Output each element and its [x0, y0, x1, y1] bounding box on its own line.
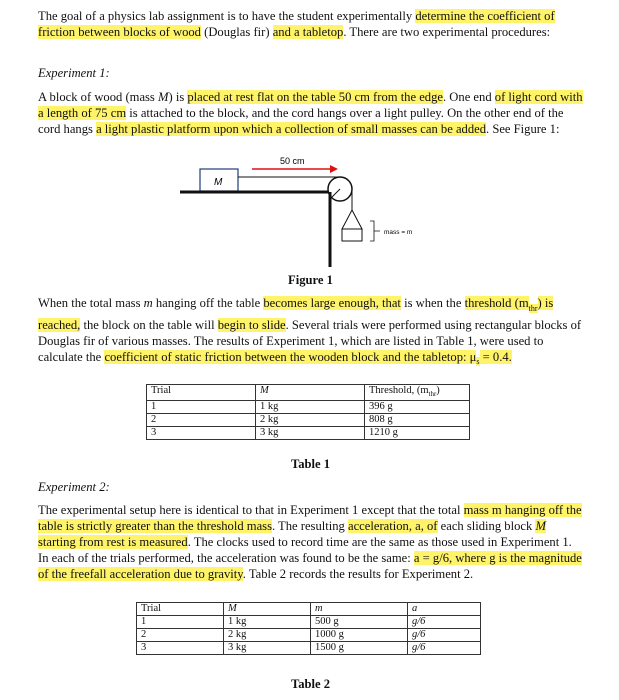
mass-brace	[370, 221, 380, 241]
t1-cell: 2	[147, 414, 256, 427]
t2-cell: 3 kg	[224, 642, 311, 655]
t1-cell: 3 kg	[256, 427, 365, 440]
hanging-platform	[342, 210, 362, 229]
p2-text-2: hanging off the table	[152, 296, 264, 310]
p2-highlight-4: coefficient of static friction between the wooden block and the tabletop: μ	[104, 349, 477, 364]
t1-header-threshold-text: Threshold, (m	[369, 385, 429, 396]
t2-cell: g/6	[408, 629, 481, 642]
table-1-header	[147, 385, 470, 401]
p2-text-4: the block on the table will	[80, 317, 218, 332]
figure-1-caption: Figure 1	[288, 273, 333, 287]
table-1-caption: Table 1	[290, 457, 331, 471]
t2-cell: 1500 g	[311, 642, 408, 655]
t2-cell: 1000 g	[311, 629, 408, 642]
p2-text-1: When the total mass	[38, 296, 144, 310]
intro-text-1: The goal of a physics lab assignment is to have the student experimentally	[38, 9, 416, 23]
t1-header-trial: Trial	[147, 385, 256, 401]
p2-highlight-2b: ) is reached,	[38, 296, 554, 332]
t2-cell: 2 kg	[224, 629, 311, 642]
exp2-text-4: . The clocks used to record time are the same as those used in Experiment 1. In each of the trials performed, the acceleration was found to be the same:	[38, 535, 572, 565]
experiment-2-paragraph	[38, 502, 583, 582]
p2-subscript-s: s	[476, 357, 480, 367]
experiment-1-paragraph	[38, 89, 583, 137]
t2-header-m: m	[311, 603, 408, 616]
p2-highlight-3: begin to slide	[217, 317, 286, 332]
table-row	[137, 642, 481, 655]
exp2-highlight-4: a = g/6, where g is the magnitude of the freefall acceleration due to gravity	[38, 551, 582, 581]
t2-cell: g/6	[408, 642, 481, 655]
p2-subscript-thr: thr	[528, 303, 538, 313]
threshold-paragraph	[38, 295, 583, 370]
exp2-highlight-1: mass m hanging off the table is strictly greater than the threshold mass	[38, 503, 582, 533]
t1-cell: 1 kg	[256, 401, 365, 414]
experiment-1-heading: Experiment 1:	[38, 66, 110, 80]
distance-label: 50 cm	[280, 156, 305, 166]
p2-mass-symbol: m	[143, 296, 153, 310]
intro-text-3: . There are two experimental procedures:	[343, 25, 551, 39]
exp1-text-1: A block of wood (mass	[38, 90, 158, 104]
t2-cell: g/6	[408, 616, 481, 629]
t2-header-M: M	[224, 603, 311, 616]
p2-highlight-4b: = 0.4.	[479, 349, 512, 364]
exp1-text-2: ) is	[168, 90, 188, 104]
t1-header-threshold	[365, 385, 470, 401]
t2-header-a: a	[408, 603, 481, 616]
t2-cell: 1 kg	[224, 616, 311, 629]
t1-cell: 3	[147, 427, 256, 440]
exp2-text-5: . Table 2 records the results for Experiment 2.	[242, 567, 474, 581]
mass-label: mass = m	[384, 229, 413, 236]
table-1	[146, 384, 470, 440]
t1-header-M: M	[256, 385, 365, 401]
p2-highlight-1: becomes large enough, that	[263, 296, 401, 310]
block-label: M	[214, 177, 223, 188]
exp2-text-3: each sliding block	[437, 519, 536, 533]
p2-text-5: . Several trials were performed using rectangular blocks of Douglas fir of various masses. The results of Experiment 1, which are listed in Table 1, were used to calculate the	[38, 317, 582, 364]
table-row	[147, 427, 470, 440]
intro-highlight-1: determine the coefficient of friction between blocks of wood	[38, 9, 555, 39]
t2-cell: 3	[137, 642, 224, 655]
p2-highlight-2: threshold (m	[464, 296, 529, 310]
exp2-highlight-3: starting from rest is measured	[38, 535, 188, 549]
experiment-2-heading: Experiment 2:	[38, 480, 110, 494]
t2-header-trial: Trial	[137, 603, 224, 616]
t2-cell: 1	[137, 616, 224, 629]
intro-paragraph	[38, 8, 583, 40]
t1-cell: 2 kg	[256, 414, 365, 427]
exp1-text-3: . One end	[443, 90, 495, 104]
p2-text-3: is when the	[400, 296, 465, 310]
exp2-text-1: The experimental setup here is identical to that in Experiment 1 except that the total	[38, 503, 464, 517]
table-row	[137, 629, 481, 642]
exp1-mass-symbol: M	[157, 90, 169, 104]
intro-text-2: (Douglas fir)	[200, 25, 273, 39]
figure-1-diagram	[180, 155, 440, 275]
hanging-masses	[342, 229, 362, 241]
table-row	[147, 401, 470, 414]
table-2	[136, 602, 481, 655]
exp2-text-2: . The resulting	[271, 519, 348, 533]
exp1-highlight-2: of light cord with a length of 75 cm	[38, 90, 583, 120]
t1-header-close: )	[436, 385, 440, 396]
t2-cell: 500 g	[311, 616, 408, 629]
t1-cell: 808 g	[365, 414, 470, 427]
exp1-text-4: is attached to the block, and the cord hangs over a light pulley. On the other end of the cord hangs	[38, 106, 564, 136]
t2-cell: 2	[137, 629, 224, 642]
t1-cell: 1	[147, 401, 256, 414]
t1-cell: 1210 g	[365, 427, 470, 440]
exp1-highlight-1: placed at rest flat on the table 50 cm from the edge	[187, 90, 443, 104]
table-2-header	[137, 603, 481, 616]
table-2-caption: Table 2	[290, 677, 331, 691]
exp2-mass-symbol: M	[535, 519, 546, 533]
table-row	[147, 414, 470, 427]
exp1-text-5: . See Figure 1:	[486, 122, 560, 136]
t1-header-thr-sub: thr	[428, 390, 437, 399]
distance-arrow-head	[330, 165, 338, 173]
table-row	[137, 616, 481, 629]
intro-highlight-2: and a tabletop	[272, 25, 344, 39]
pulley-diagram	[180, 155, 440, 275]
exp2-highlight-2: acceleration, a, of	[348, 519, 438, 533]
t1-cell: 396 g	[365, 401, 470, 414]
exp1-highlight-3: a light plastic platform upon which a collection of small masses can be added	[96, 122, 487, 136]
